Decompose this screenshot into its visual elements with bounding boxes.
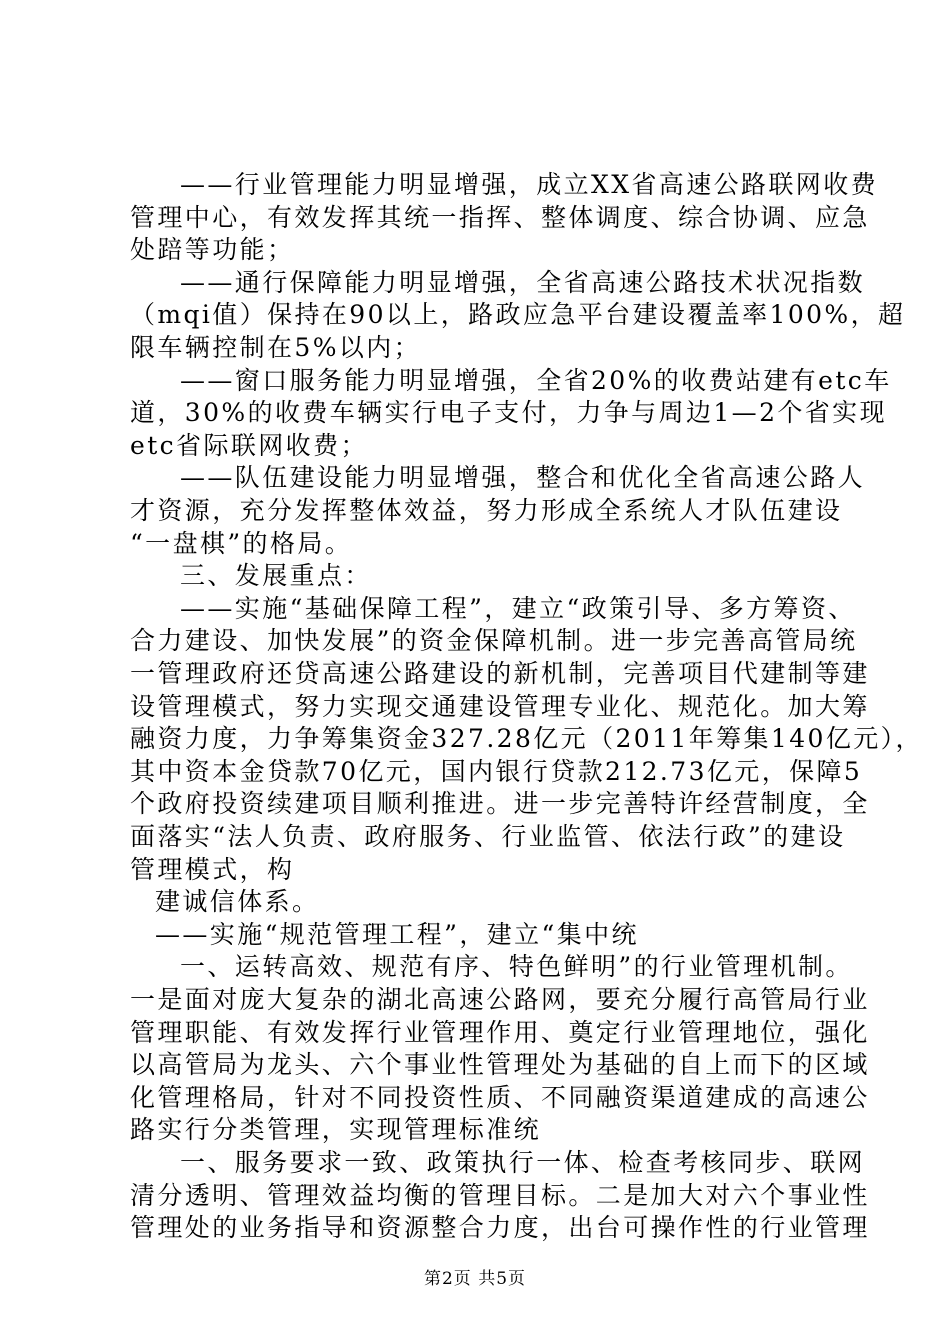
paragraph-line: 才资源，充分发挥整体效益，努力形成全系统人才队伍建设 xyxy=(130,496,843,525)
paragraph-line: 建诚信体系。 xyxy=(155,887,320,917)
paragraph-line: 处踣等功能； xyxy=(130,235,295,265)
paragraph-line: 一是面对庞大复杂的湖北高速公路网，要充分履行高管局行业 xyxy=(130,985,870,1014)
paragraph-line: ——实施“规范管理工程”，建立“集中统 xyxy=(155,919,639,949)
paragraph-line: 道，30%的收费车辆实行电子支付，力争与周边1—2个省实现 xyxy=(130,398,887,428)
paragraph-line: 路实行分类管理，实现管理标准统 xyxy=(130,1115,542,1145)
paragraph-line: ——通行保障能力明显增强，全省高速公路技术状况指数 xyxy=(180,267,866,297)
paragraph-line: ——窗口服务能力明显增强，全省20%的收费站建有etc车 xyxy=(180,365,892,395)
paragraph-line: 管理中心，有效发挥其统一指挥、整体调度、综合协调、应急 xyxy=(130,202,870,232)
paragraph-line: （mqi值）保持在90以上，路政应急平台建设覆盖率100%，超 xyxy=(130,300,906,330)
paragraph-line: 融资力度，力争筹集资金327.28亿元（2011年筹集140亿元）， xyxy=(130,724,923,754)
paragraph-line: “一盘棋”的格局。 xyxy=(130,528,353,558)
paragraph-line: etc省际联网收费； xyxy=(130,430,368,460)
paragraph-line: 一管理政府还贷高速公路建设的新机制，完善项目代建制等建 xyxy=(130,659,870,688)
paragraph-line: 清分透明、管理效益均衡的管理目标。二是加大对六个事业性 xyxy=(130,1180,870,1210)
paragraph-line: 一、运转高效、规范有序、特色鲜明”的行业管理机制。 xyxy=(180,952,853,982)
page-number-footer: 第2页 共5页 xyxy=(423,1268,527,1289)
paragraph-line: 个政府投资续建项目顺利推进。进一步完善特许经营制度，全 xyxy=(130,789,870,819)
paragraph-line: 化管理格局，针对不同投资性质、不同融资渠道建成的高速公 xyxy=(130,1082,870,1112)
paragraph-line: 管理模式，构 xyxy=(130,854,295,884)
paragraph-line: 其中资本金贷款70亿元，国内银行贷款212.73亿元，保障5 xyxy=(130,756,863,786)
paragraph-line: 面落实“法人负责、政府服务、行业监管、依法行政”的建设 xyxy=(130,822,846,851)
paragraph-line: 限车辆控制在5%以内； xyxy=(130,333,422,362)
section-heading: 三、发展重点： xyxy=(180,561,372,591)
paragraph-line: 一、服务要求一致、政策执行一体、检查考核同步、联网 xyxy=(180,1148,866,1177)
paragraph-line: 合力建设、加快发展”的资金保障机制。进一步完善高管局统 xyxy=(130,626,858,656)
paragraph-line: 设管理模式，努力实现交通建设管理专业化、规范化。加大筹 xyxy=(130,691,870,721)
paragraph-line: 管理职能、有效发挥行业管理作用、奠定行业管理地位，强化 xyxy=(130,1017,870,1047)
paragraph-line: 管理处的业务指导和资源整合力度，出台可操作性的行业管理 xyxy=(130,1213,870,1243)
paragraph-line: ——实施“基础保障工程”，建立“政策引导、多方筹资、 xyxy=(180,593,856,623)
paragraph-line: ——行业管理能力明显增强，成立XX省高速公路联网收费 xyxy=(180,170,878,199)
paragraph-line: ——队伍建设能力明显增强，整合和优化全省高速公路人 xyxy=(180,463,866,493)
paragraph-line: 以高管局为龙头、六个事业性管理处为基础的自上而下的区域 xyxy=(130,1050,870,1080)
